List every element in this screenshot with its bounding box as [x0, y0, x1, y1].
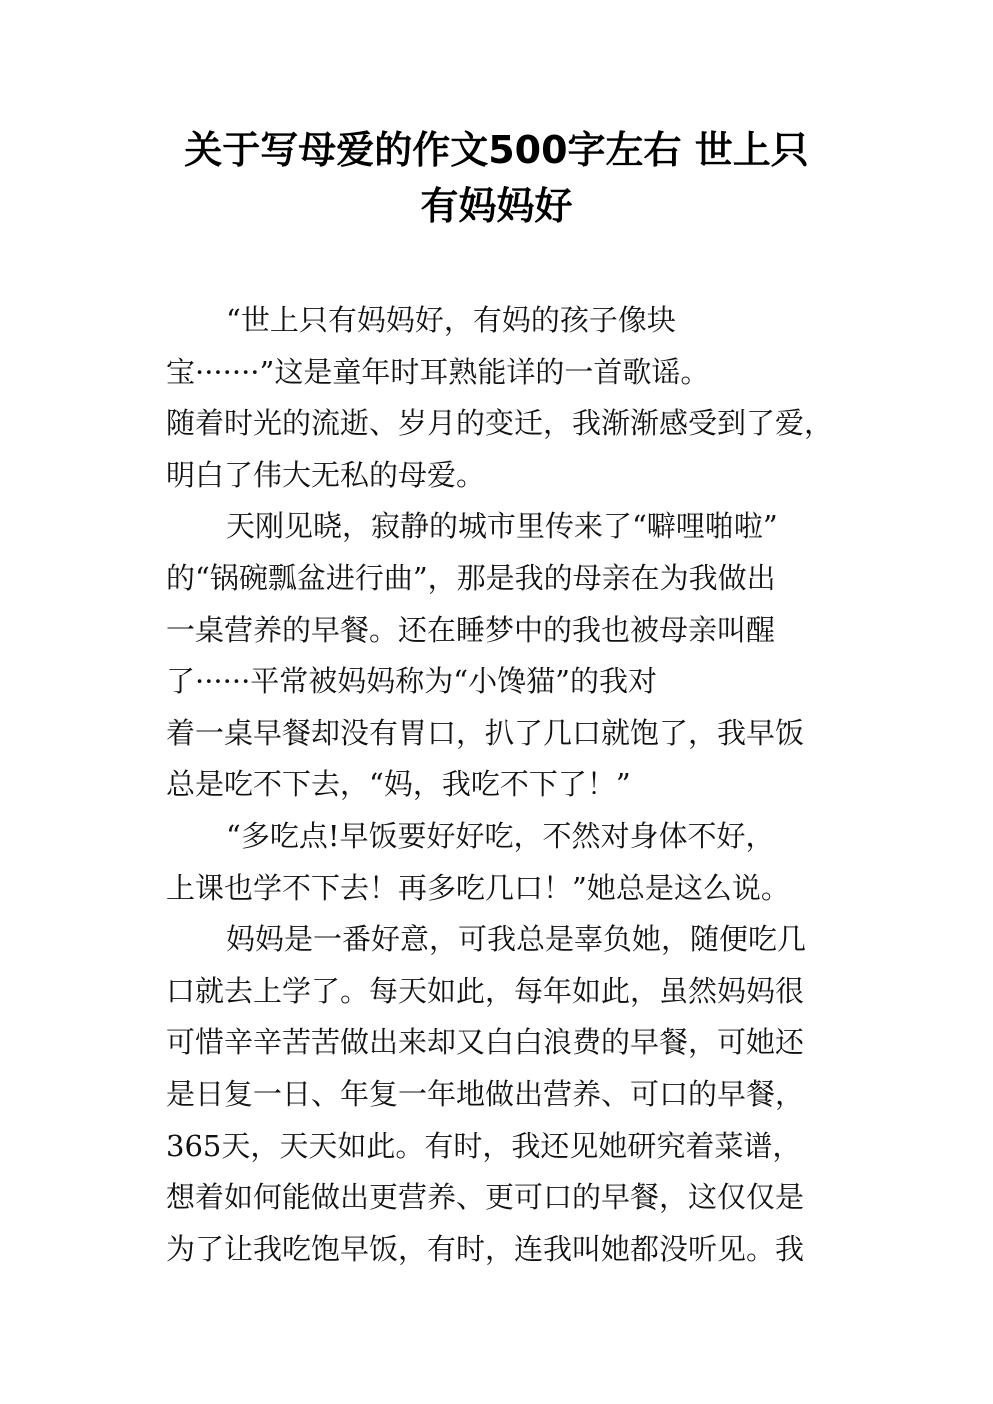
- body-line: 365天，天天如此。有时，我还见她研究着菜谱，: [166, 1128, 802, 1163]
- document-title: [0, 122, 993, 234]
- body-line: 口就去上学了。每天如此，每年如此，虽然妈妈很: [166, 973, 805, 1008]
- body-line: “多吃点!早饭要好好吃，不然对身体不好，: [226, 818, 775, 853]
- body-line: 是日复一日、年复一年地做出营养、可口的早餐，: [166, 1076, 805, 1111]
- body-line: 可惜辛辛苦苦做出来却又白白浪费的早餐，可她还: [166, 1025, 805, 1060]
- body-line: 上课也学不下去！再多吃几口！”她总是这么说。: [166, 870, 790, 905]
- body-line: 宝·······”这是童年时耳熟能详的一首歌谣。: [166, 354, 710, 389]
- body-line: 总是吃不下去，“妈，我吃不下了！”: [166, 767, 631, 802]
- body-line: 的“锅碗瓢盆进行曲”，那是我的母亲在为我做出: [166, 560, 776, 595]
- body-line: 着一桌早餐却没有胃口，扒了几口就饱了，我早饭: [166, 715, 805, 750]
- body-line: 随着时光的流逝、岁月的变迁，我渐渐感受到了爱，: [166, 406, 834, 441]
- body-line: 天刚见晓，寂静的城市里传来了“噼哩啪啦”: [226, 509, 778, 544]
- body-line: 明白了伟大无私的母爱。: [166, 457, 486, 492]
- body-line: “世上只有妈妈好，有妈的孩子像块: [226, 303, 676, 337]
- body-line: 妈妈是一番好意，可我总是辜负她，随便吃几: [226, 922, 807, 957]
- title-line-1: 关于写母爱的作文500字左右 世上只: [184, 128, 809, 172]
- body-line: 了······平常被妈妈称为“小馋猫”的我对: [166, 664, 657, 699]
- body-line: 一桌营养的早餐。还在睡梦中的我也被母亲叫醒: [166, 612, 776, 647]
- title-line-2: 有妈妈好: [420, 184, 573, 228]
- document-body: [166, 295, 846, 1275]
- body-line: 为了让我吃饱早饭，有时，连我叫她都没听见。我: [166, 1231, 805, 1266]
- body-line: 想着如何能做出更营养、更可口的早餐，这仅仅是: [166, 1180, 805, 1215]
